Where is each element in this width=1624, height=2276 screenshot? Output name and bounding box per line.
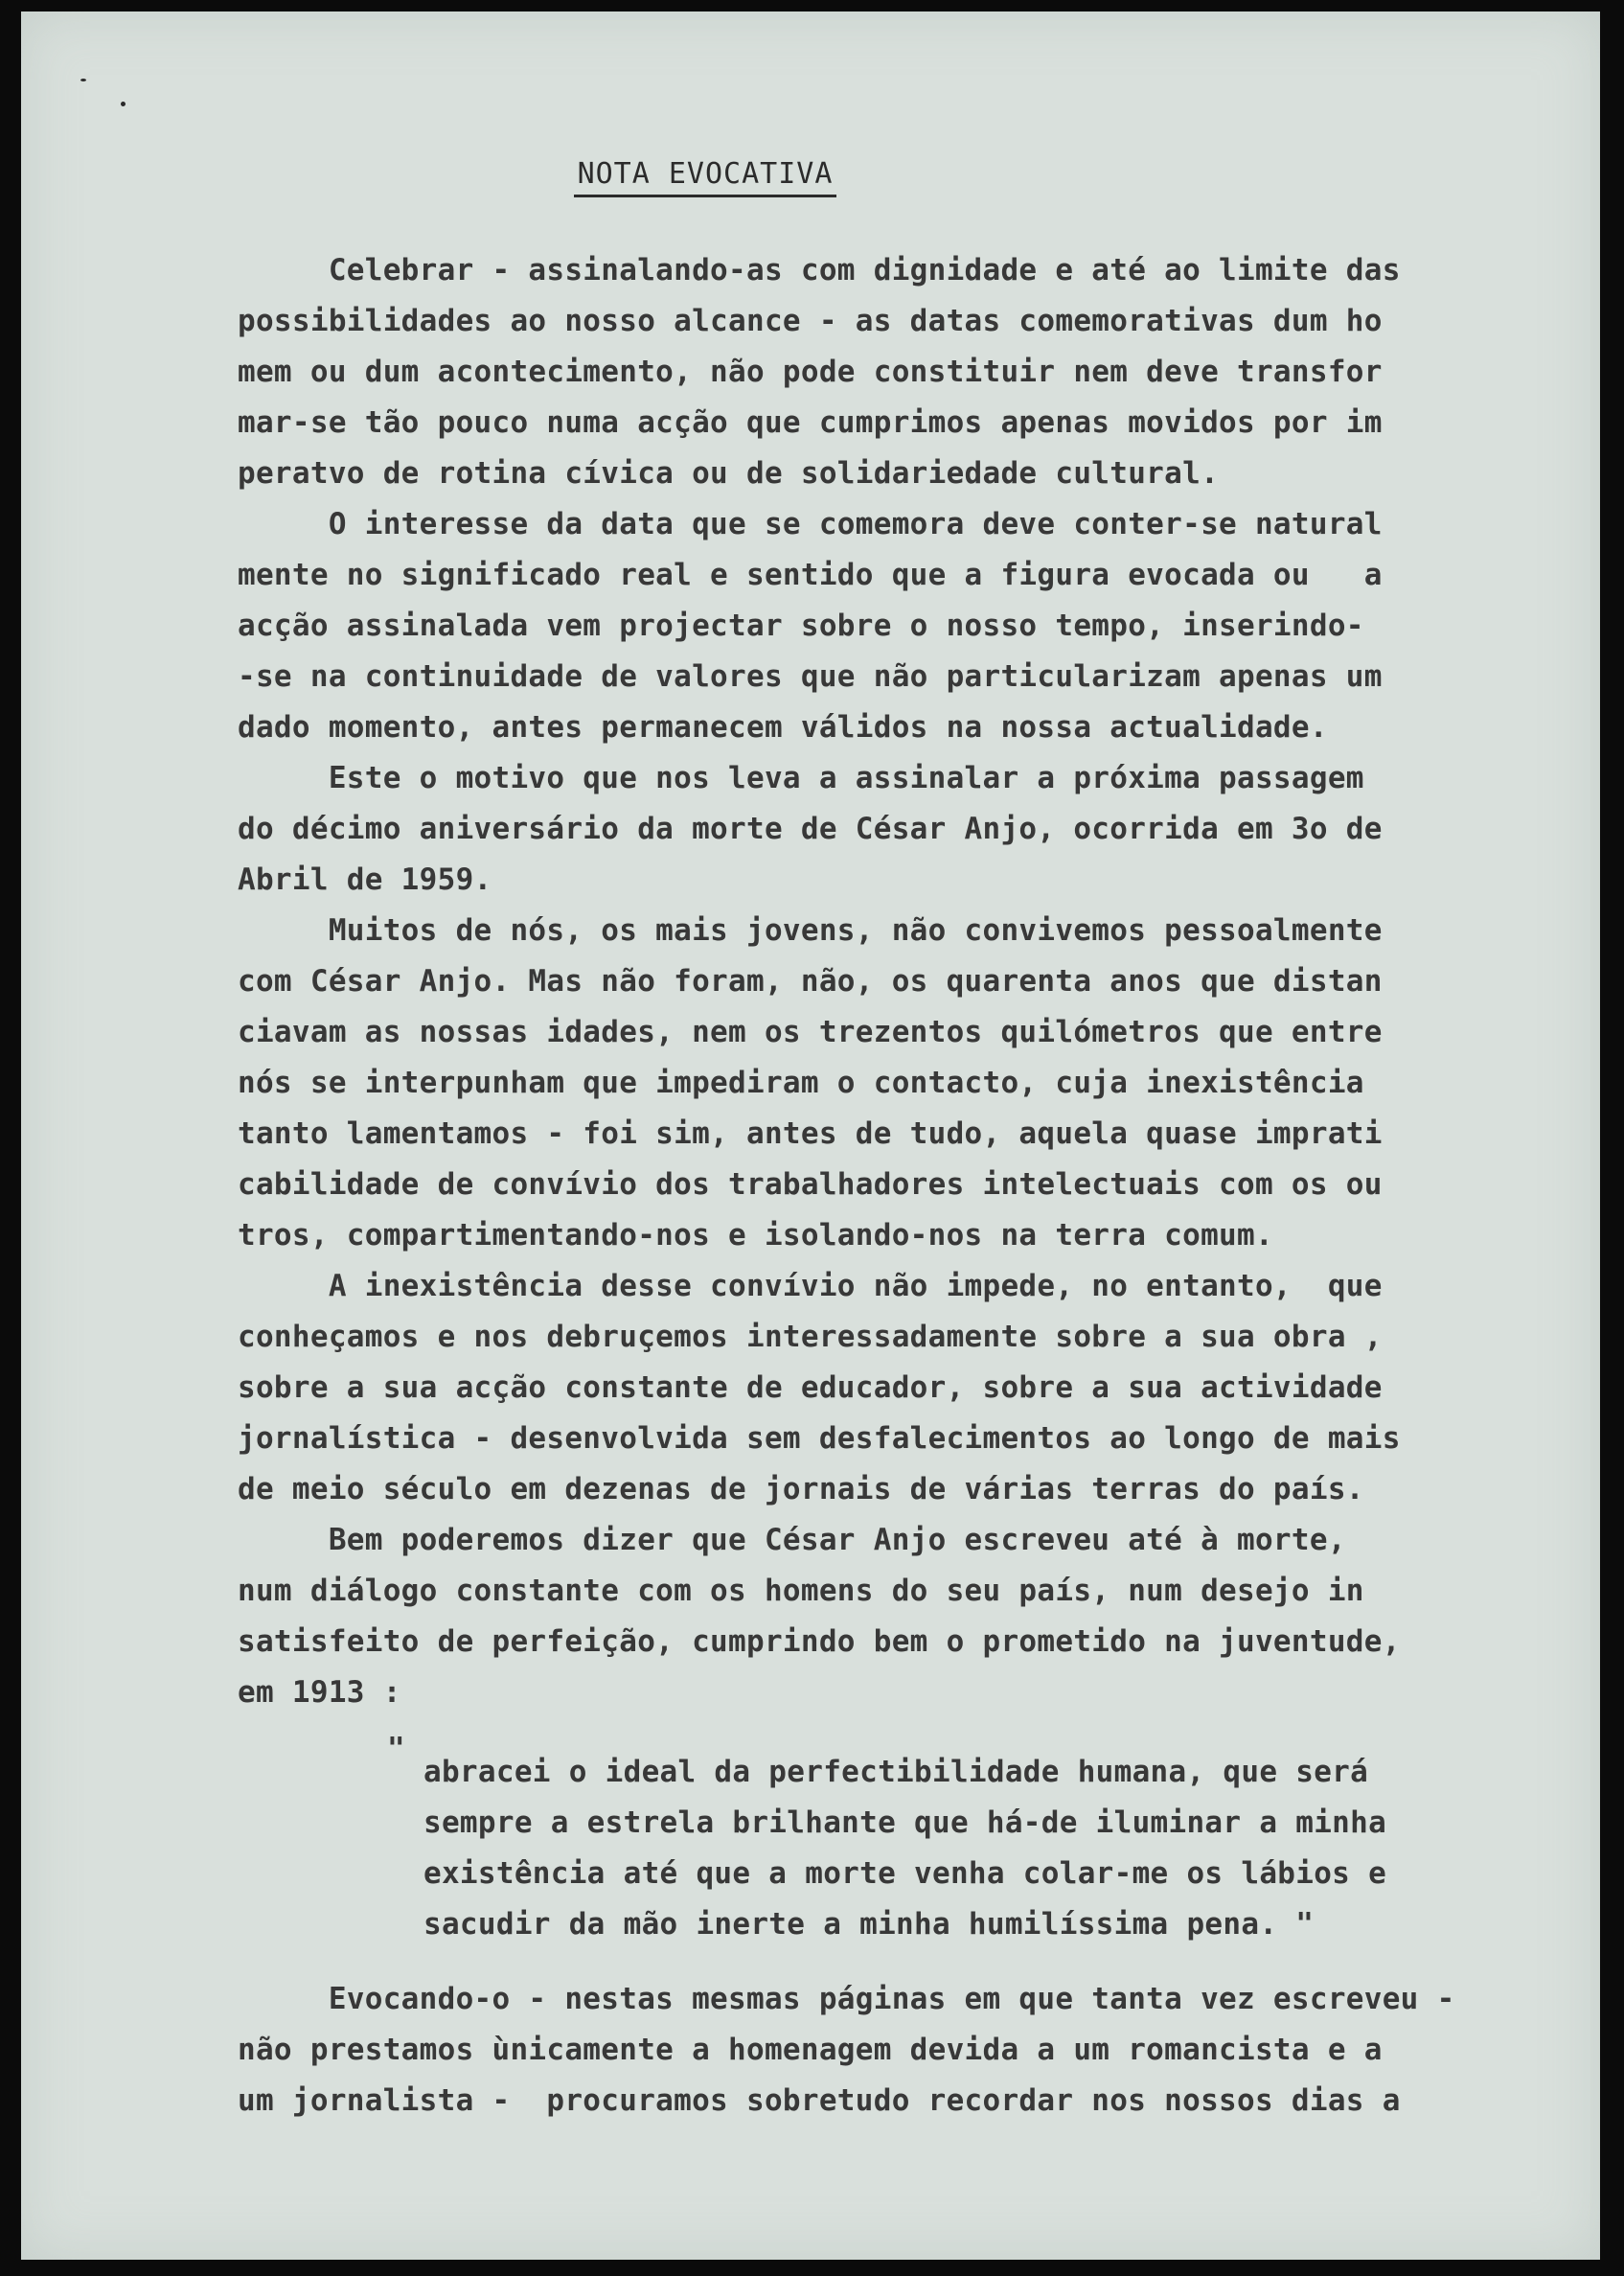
- text-line: Este o motivo que nos leva a assinalar a próxima passagem: [238, 761, 1364, 795]
- text-line: mem ou dum acontecimento, não pode constituir nem deve transfor: [238, 355, 1383, 389]
- text-line: mente no significado real e sentido que a figura evocada ou a: [238, 558, 1383, 592]
- text-line: sobre a sua acção constante de educador, sobre a sua actividade: [238, 1370, 1383, 1405]
- text-line: Bem poderemos dizer que César Anjo escreveu até à morte,: [238, 1523, 1346, 1557]
- text-line: do décimo aniversário da morte de César Anjo, ocorrida em 3o de: [238, 812, 1383, 846]
- text-line: não prestamos ùnicamente a homenagem devida a um romancista e a: [238, 2033, 1383, 2067]
- text-line: possibilidades ao nosso alcance - as datas comemorativas dum ho: [238, 304, 1383, 338]
- text-line: Abril de 1959.: [238, 862, 492, 897]
- text-line: num diálogo constante com os homens do seu país, num desejo in: [238, 1574, 1364, 1608]
- typewritten-page: [21, 11, 1600, 2260]
- opening-quote-mark: ": [387, 1732, 405, 1766]
- document-title: NOTA EVOCATIVA: [21, 155, 1600, 197]
- ink-speck: [80, 79, 86, 81]
- text-line: acção assinalada vem projectar sobre o nosso tempo, inserindo-: [238, 609, 1364, 643]
- text-line: em 1913 :: [238, 1675, 401, 1710]
- quote-line: abracei o ideal da perfectibilidade humana, que será: [423, 1755, 1369, 1789]
- text-line: tros, compartimentando-nos e isolando-nos na terra comum.: [238, 1218, 1273, 1253]
- text-line: peratvo de rotina cívica ou de solidariedade cultural.: [238, 456, 1220, 491]
- text-line: A inexistência desse convívio não impede, no entanto, que: [238, 1269, 1383, 1303]
- text-line: nós se interpunham que impediram o contacto, cuja inexistência: [238, 1066, 1364, 1100]
- text-line: O interesse da data que se comemora deve conter-se natural: [238, 507, 1383, 541]
- text-line: -se na continuidade de valores que não particularizam apenas um: [238, 659, 1383, 694]
- quote-line: sacudir da mão inerte a minha humilíssima pena. ": [423, 1907, 1315, 1942]
- text-line: Evocando-o - nestas mesmas páginas em que tanta vez escreveu -: [238, 1982, 1455, 2016]
- text-line: satisfeito de perfeição, cumprindo bem o prometido na juventude,: [238, 1624, 1401, 1659]
- quote-line: existência até que a morte venha colar-me os lábios e: [423, 1856, 1387, 1891]
- text-line: jornalística - desenvolvida sem desfalecimentos ao longo de mais: [238, 1421, 1401, 1456]
- text-line: conheçamos e nos debruçemos interessadamente sobre a sua obra ,: [238, 1320, 1383, 1354]
- quote-line: sempre a estrela brilhante que há-de iluminar a minha: [423, 1805, 1387, 1840]
- text-line: mar-se tão pouco numa acção que cumprimos apenas movidos por im: [238, 405, 1383, 440]
- text-line: com César Anjo. Mas não foram, não, os quarenta anos que distan: [238, 964, 1383, 999]
- text-line: tanto lamentamos - foi sim, antes de tudo, aquela quase imprati: [238, 1116, 1383, 1151]
- text-line: Celebrar - assinalando-as com dignidade e até ao limite das: [238, 253, 1401, 287]
- text-line: dado momento, antes permanecem válidos na nossa actualidade.: [238, 710, 1328, 745]
- text-line: de meio século em dezenas de jornais de várias terras do país.: [238, 1472, 1364, 1506]
- text-line: um jornalista - procuramos sobretudo recordar nos nossos dias a: [238, 2083, 1401, 2118]
- text-line: ciavam as nossas idades, nem os trezentos quilómetros que entre: [238, 1015, 1383, 1049]
- text-line: Muitos de nós, os mais jovens, não convivemos pessoalmente: [238, 913, 1383, 948]
- ink-speck: [121, 102, 126, 106]
- text-line: cabilidade de convívio dos trabalhadores intelectuais com os ou: [238, 1167, 1383, 1202]
